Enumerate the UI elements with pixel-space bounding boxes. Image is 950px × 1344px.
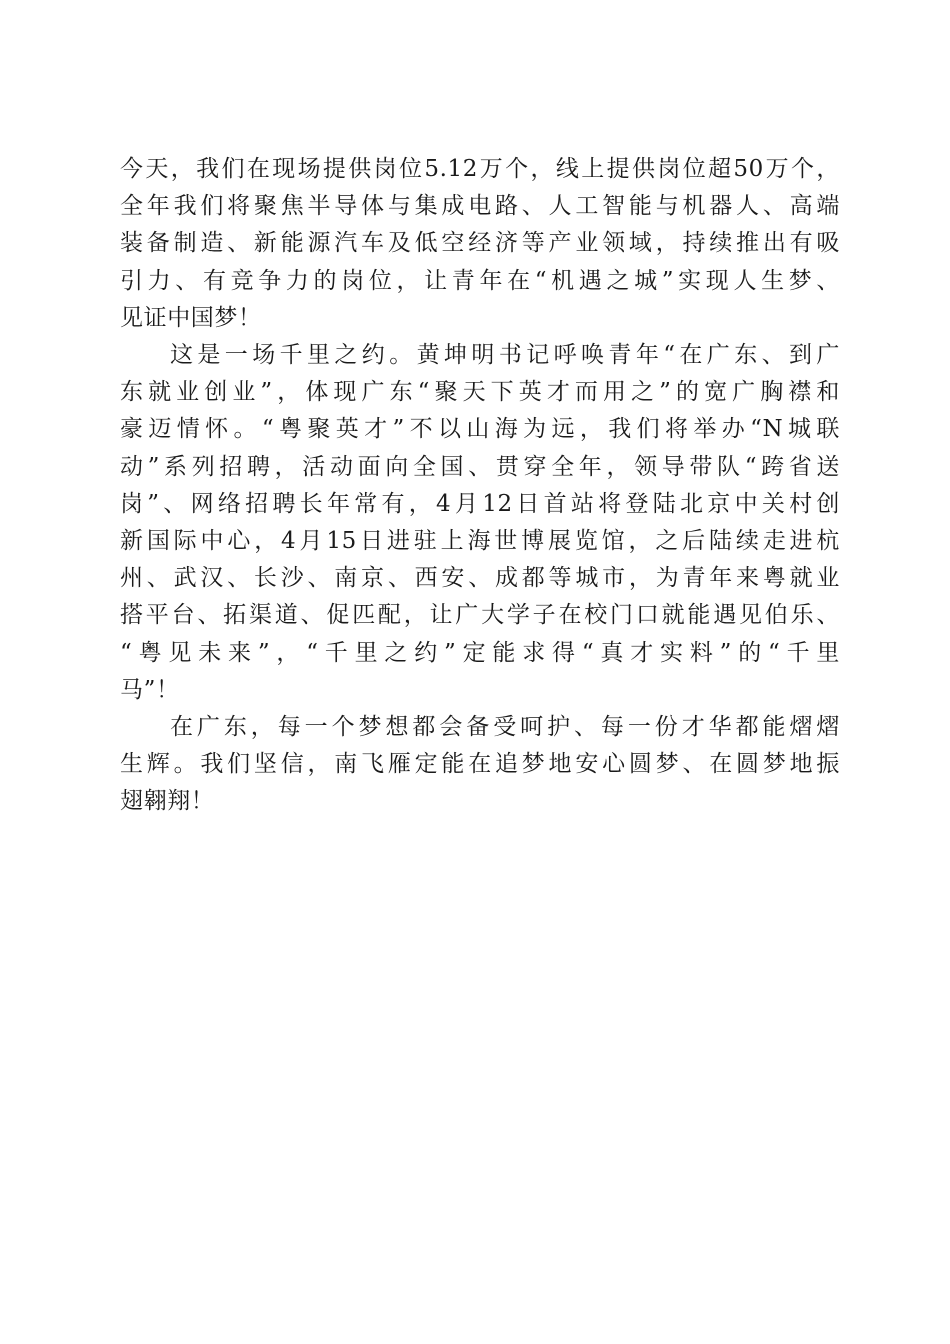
paragraph-2-line-6: 新国际中心，4月15日进驻上海世博展览馆，之后陆续走进杭 — [120, 528, 840, 555]
paragraph-3-line-1: 在广东，每一个梦想都会备受呵护、每一份才华都能熠熠 — [170, 714, 840, 741]
document-body — [120, 151, 840, 821]
paragraph-3 — [120, 709, 840, 821]
paragraph-1-line-2: 全年我们将聚焦半导体与集成电路、人工智能与机器人、高端 — [120, 193, 840, 220]
paragraph-3-line-3: 翅翱翔！ — [120, 788, 215, 815]
paragraph-1-line-4: 引力、有竞争力的岗位，让青年在“机遇之城”实现人生梦、 — [120, 267, 840, 294]
paragraph-1-line-5: 见证中国梦！ — [120, 304, 262, 331]
paragraph-1 — [120, 151, 840, 337]
paragraph-2-line-10: 马”！ — [120, 676, 180, 703]
paragraph-2-line-4: 动”系列招聘，活动面向全国、贯穿全年，领导带队“跨省送 — [120, 453, 840, 480]
paragraph-2 — [120, 337, 840, 709]
paragraph-2-line-7: 州、武汉、长沙、南京、西安、成都等城市，为青年来粤就业 — [120, 565, 840, 592]
paragraph-2-line-9: “粤见未来”，“千里之约”定能求得“真才实料”的“千里 — [120, 639, 840, 666]
paragraph-2-line-2: 东就业创业”，体现广东“聚天下英才而用之”的宽广胸襟和 — [120, 379, 840, 406]
paragraph-2-line-3: 豪迈情怀。“粤聚英才”不以山海为远，我们将举办“N城联 — [120, 416, 840, 443]
paragraph-2-line-5: 岗”、网络招聘长年常有，4月12日首站将登陆北京中关村创 — [120, 490, 840, 517]
paragraph-1-line-1: 今天，我们在现场提供岗位5.12万个，线上提供岗位超50万个， — [120, 156, 840, 182]
paragraph-2-line-8: 搭平台、拓渠道、促匹配，让广大学子在校门口就能遇见伯乐、 — [120, 602, 840, 629]
paragraph-2-line-1: 这是一场千里之约。黄坤明书记呼唤青年“在广东、到广 — [170, 342, 840, 369]
paragraph-3-line-2: 生辉。我们坚信，南飞雁定能在追梦地安心圆梦、在圆梦地振 — [120, 751, 840, 778]
paragraph-1-line-3: 装备制造、新能源汽车及低空经济等产业领域，持续推出有吸 — [120, 230, 840, 257]
